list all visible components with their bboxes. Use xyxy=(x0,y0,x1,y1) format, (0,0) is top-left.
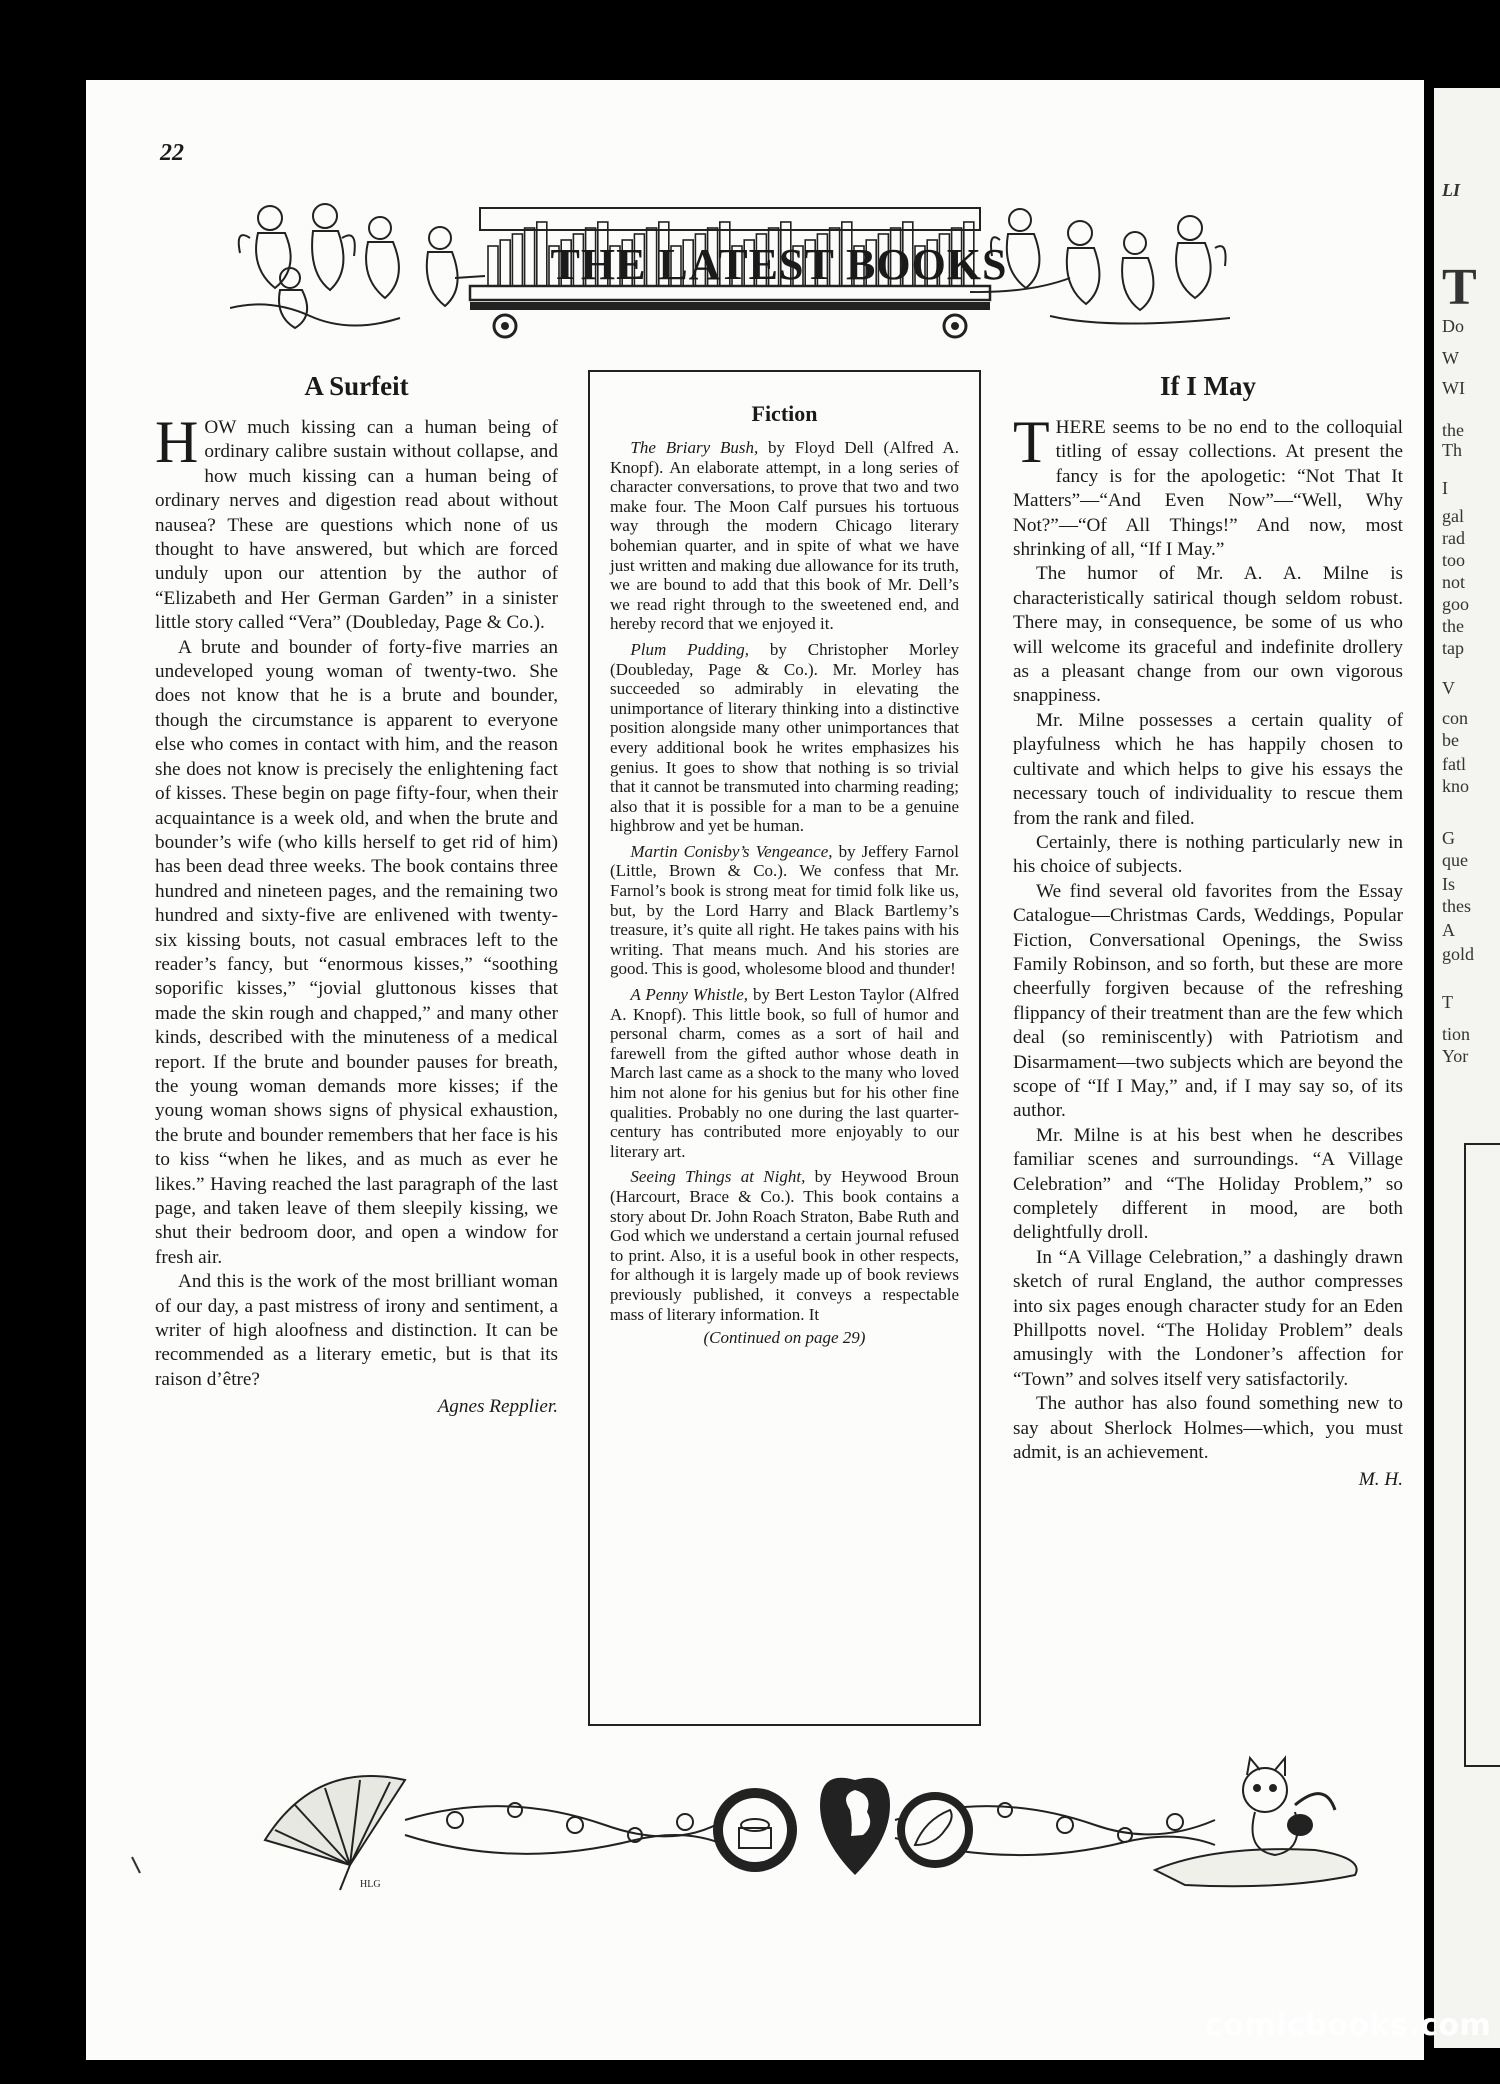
next-page-fragment: I xyxy=(1442,478,1448,498)
next-page-fragment: rad xyxy=(1442,528,1465,548)
next-page-fragment: gal xyxy=(1442,506,1464,526)
next-page-fragment: T xyxy=(1442,259,1477,316)
next-page-box xyxy=(1464,1143,1500,1767)
article-title: If I May xyxy=(1160,371,1256,401)
next-page-fragment: WI xyxy=(1442,378,1465,398)
drop-cap: H xyxy=(155,409,199,475)
page-gutter xyxy=(1424,88,1434,2064)
next-page-fragment: be xyxy=(1442,730,1459,750)
page-number: 22 xyxy=(160,140,184,166)
article-paragraph: Mr. Milne is at his best when he describes familiar scenes and surroundings. “A Village Celebration” and “The Holiday Problem,” so completely different in mood, are both delightfully droll. xyxy=(1013,1124,1403,1244)
next-page-fragment: gold xyxy=(1442,944,1475,964)
article-title: A Surfeit xyxy=(304,371,409,401)
next-page-fragment: que xyxy=(1442,850,1468,870)
article-signature: Agnes Repplier. xyxy=(437,1396,558,1418)
review-book-title: A Penny Whistle, xyxy=(630,985,749,1005)
next-page-fragment: not xyxy=(1442,572,1466,592)
next-page-fragment: T xyxy=(1442,992,1453,1012)
fiction-box xyxy=(588,370,981,1726)
article-paragraph: In “A Village Celebration,” a dashingly drawn sketch of rural England, the author compresses into six pages enough character study for an Eden Phillpotts novel. “The Holiday Problem” deals amusingly with the Londoner’s affection for “Town” and solves itself very satisfactorily. xyxy=(1013,1246,1403,1390)
box-title: Fiction xyxy=(751,401,818,426)
article-paragraph: A brute and bounder of forty-five marries an undeveloped young woman of twenty-two. She does not know that he is a brute and bounder, though the circumstance is apparent to everyone else who comes in contact with him, and the reason she does not know is precisely the enlightening fact of kisses. These begin on page fifty-four, when their acquaintance is a week old, and when the brute and bounder’s wife (who kills herself to get rid of him) has been dead three weeks. The book contains three hundred and nineteen pages, and the remaining two hundred and sixty-five are enlivened with twenty-six kissing bouts, not casual embraces left to the reader’s fancy, but “enormous kisses,” “soothing soporific kisses,” “jovial gluttonous kisses that made the skin rough and chapped,” and many other kinds, described with the minuteness of a medical report. If the brute and bounder pauses for breath, the young woman demands more kisses; if the young woman shows signs of physical exhaustion, the brute and bounder remembers that her face is his to kiss “when he likes, and as much as ever he likes.” Having reached the last paragraph of the last page, and taken leave of them sleepily kissing, we shut their bedroom door, and open a window for fresh air. xyxy=(155,636,558,1268)
stray-mark xyxy=(130,1855,144,1875)
article-a-surfeit xyxy=(155,368,558,1420)
next-page-edge xyxy=(1434,88,1500,2048)
heart-silhouette-icon xyxy=(820,1778,890,1875)
next-page-fragment: A xyxy=(1442,920,1455,940)
footer-ornament xyxy=(255,1750,1385,1895)
review-book-title: Seeing Things at Night, xyxy=(630,1167,806,1187)
article-paragraph: Mr. Milne possesses a certain quality of playfulness which he has happily chosen to cultivate and which helps to give his essays the necessary touch of individuality to rescue them from the rank and filed. xyxy=(1013,709,1403,829)
drop-cap: T xyxy=(1013,409,1050,475)
review-item: Martin Conisby’s Vengeance, by Jeffery Farnol (Little, Brown & Co.). We confess that Mr. Farnol’s book is strong meat for timid folk like us, but, by the Lord Harry and Black Bartlemy’s treasure, it’s quite all right. He takes pains with his writing. That means much. And his stories are good. This is good, wholesome blood and thunder! xyxy=(610,841,959,979)
next-page-fragment: G xyxy=(1442,828,1455,848)
article-paragraph: THERE seems to be no end to the colloquial titling of essay collections. At present the fancy is for the apologetic: “Not That It Matters”—“And Even Now”—“Well, Why Not?”—“Of All Things!” And now, most shrinking of all, “If I May.” xyxy=(1013,409,1403,561)
review-item: Seeing Things at Night, by Heywood Broun (Harcourt, Brace & Co.). This book contains a story about Dr. John Roach Straton, Babe Ruth and God which we understand a certain journal refused to print. Also, it is a useful book in other respects, for although it is largely made up of book reviews previously published, it conveys a respectable mass of literary information. It xyxy=(610,1167,959,1324)
banner-title: THE LATEST BOOKS xyxy=(550,240,1008,289)
floral-garland-icon xyxy=(405,1803,1215,1855)
next-page-fragment: the xyxy=(1442,420,1464,440)
review-item: The Briary Bush, by Floyd Dell (Alfred A. Knopf). An elaborate attempt, in a long series of character conversations, to prove that two and two make four. The Moon Calf pursues his tortuous way through the modern Chicago literary bohemian quarter, and in spite of what we have just written and making due allowance for its truth, we are bound to add that this book of Mr. Dell’s we read right through to the sweetened end, and hereby record that we enjoyed it. xyxy=(610,438,959,634)
next-page-fragment: Yor xyxy=(1442,1046,1469,1066)
next-page-fragment: Do xyxy=(1442,316,1464,336)
cat-on-cushion-icon xyxy=(1155,1758,1357,1886)
next-page-fragment: Is xyxy=(1442,874,1455,894)
next-page-fragment: the xyxy=(1442,616,1464,636)
slipper-icon xyxy=(897,1792,973,1868)
cherub-group-left-icon xyxy=(230,204,485,328)
article-signature: M. H. xyxy=(1358,1469,1403,1491)
article-paragraph: We find several old favorites from the Essay Catalogue—Christmas Cards, Weddings, Popular Fiction, Conversational Openings, the Swiss Family Robinson, and so forth, but these are more cheerfully forgiven because of the refreshing flippancy of their treatment than are the few which deal (so reminiscently) with Patriotism and Disarmament—two subjects which are beyond the scope of “If I May,” and, if I may say so, of its author. xyxy=(1013,880,1403,1122)
next-page-fragment: kno xyxy=(1442,776,1469,796)
next-page-fragment: too xyxy=(1442,550,1466,570)
review-book-title: Plum Pudding, xyxy=(630,639,750,659)
perfume-jar-icon xyxy=(713,1788,797,1872)
next-page-fragment: LI xyxy=(1442,180,1460,200)
artist-initials: HLG xyxy=(360,1879,381,1890)
next-page-fragment: con xyxy=(1442,708,1468,728)
review-book-title: The Briary Bush, xyxy=(630,438,759,457)
next-page-fragment: Th xyxy=(1442,440,1462,460)
next-page-fragment: tion xyxy=(1442,1024,1471,1044)
article-paragraph: The author has also found something new to say about Sherlock Holmes—which, you must admit, is an achievement. xyxy=(1013,1393,1403,1464)
article-paragraph: And this is the work of the most brilliant woman of our day, a past mistress of irony and sentiment, a writer of high aloofness and distinction. It can be recommended as a literary emetic, but is that its raison d’être? xyxy=(155,1271,558,1390)
next-page-fragment: tap xyxy=(1442,638,1464,658)
next-page-fragment: V xyxy=(1442,678,1455,698)
watermark: comicbooks.com xyxy=(1205,2008,1492,2043)
article-paragraph: Certainly, there is nothing particularly new in his choice of subjects. xyxy=(1013,831,1403,878)
article-paragraph: The humor of Mr. A. A. Milne is characteristically satirical though seldom robust. There may, in consequence, be some of us who will welcome its graceful and indefinite drollery as a pleasant change from our own vigorous snappiness. xyxy=(1013,563,1403,707)
next-page-fragment: thes xyxy=(1442,896,1471,916)
next-page-fragment: fatl xyxy=(1442,754,1466,774)
next-page-fragment: W xyxy=(1442,348,1459,368)
article-paragraph: HOW much kissing can a human being of ordinary calibre sustain without collapse, and how much kissing can a human being of ordinary nerves and digestion read about without nausea? These are questions which none of us thought to have answered, but which are forced unduly upon our attention by the author of “Elizabeth and Her German Garden” in a sinister little story called “Vera” (Doubleday, Page & Co.). xyxy=(155,409,558,634)
continued-note: (Continued on page 29) xyxy=(703,1328,866,1348)
fan-icon xyxy=(265,1776,405,1890)
review-item: Plum Pudding, by Christopher Morley (Doubleday, Page & Co.). Mr. Morley has succeeded so admirably in elevating the unimportance of literary thinking into a distinctive position alongside many other unimportances that every additional book he writes emphasizes his genius. It goes to show that nothing is so trivial that it cannot be transmuted into charming reading; also that it is possible for a man to be a genuine highbrow and yet be human. xyxy=(610,639,959,836)
review-book-title: Martin Conisby’s Vengeance, xyxy=(630,841,833,861)
next-page-fragment: goo xyxy=(1442,594,1469,614)
article-if-i-may xyxy=(1013,368,1403,1493)
review-item: A Penny Whistle, by Bert Leston Taylor (Alfred A. Knopf). This little book, so full of humor and personal charm, comes as a sort of hail and farewell from the gifted author whose death in March last came as a shock to the many who loved him not alone for his genius but for his other fine qualities. Probably no one during the last quarter-century has contributed more enjoyably to our literary art. xyxy=(610,985,960,1161)
